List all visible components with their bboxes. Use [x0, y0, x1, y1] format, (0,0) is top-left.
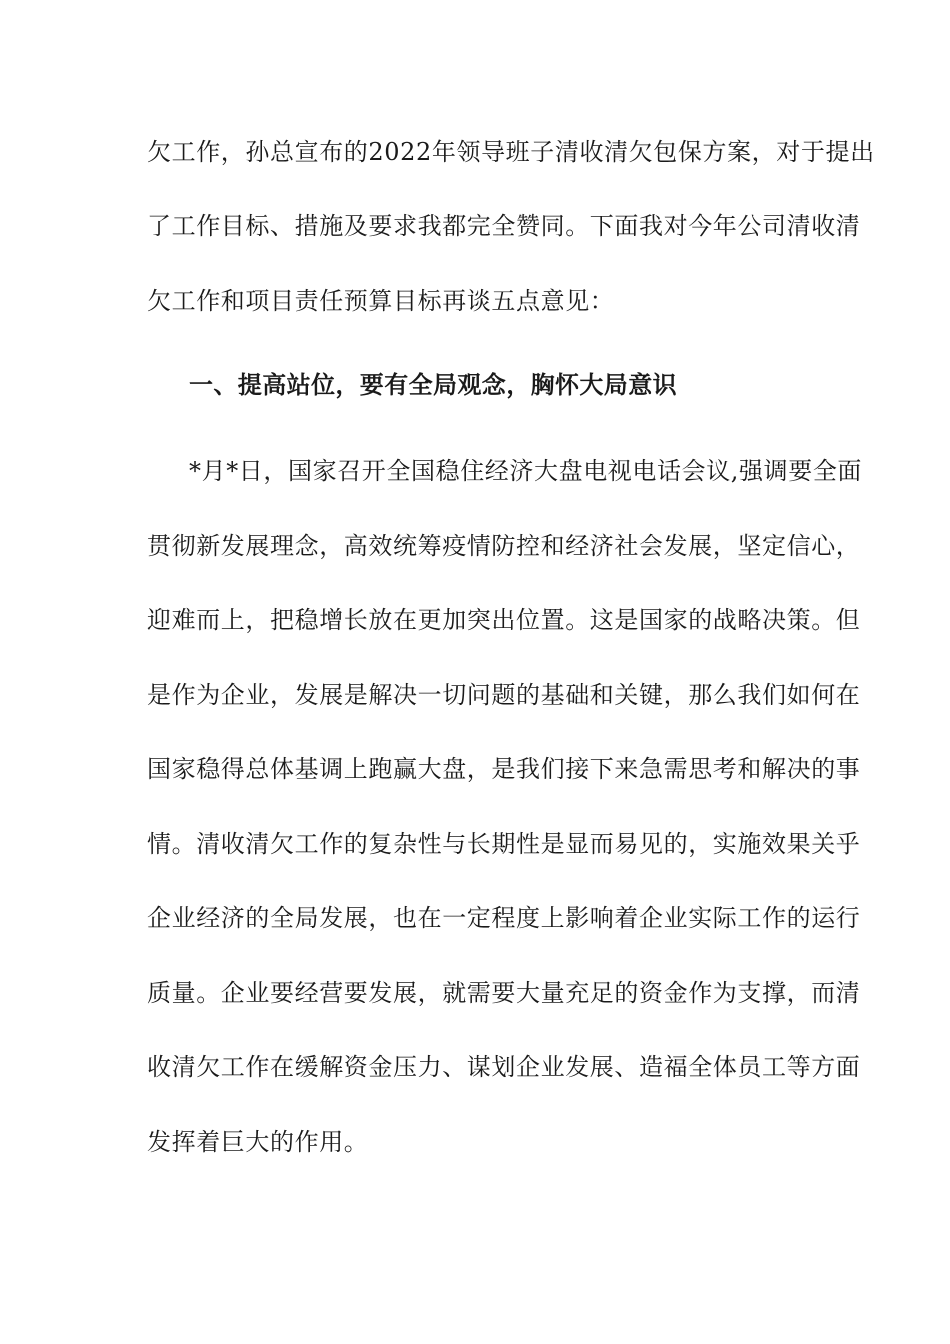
- body-line-5: 国家稳得总体基调上跑赢大盘，是我们接下来急需思考和解决的事: [147, 755, 861, 783]
- intro-line-1: 欠工作，孙总宣布的2022年领导班子清收清欠包保方案，对于提出: [147, 138, 875, 166]
- body-line-2: 贯彻新发展理念，高效统筹疫情防控和经济社会发展，坚定信心，: [147, 532, 861, 560]
- body-line-8: 质量。企业要经营要发展，就需要大量充足的资金作为支撑，而清: [147, 979, 861, 1007]
- intro-line-3: 欠工作和项目责任预算目标再谈五点意见：: [147, 287, 615, 315]
- body-line-6: 情。清收清欠工作的复杂性与长期性是显而易见的，实施效果关乎: [147, 830, 861, 858]
- intro-line-2: 了工作目标、措施及要求我都完全赞同。下面我对今年公司清收清: [147, 212, 861, 240]
- section-heading: 一、提高站位，要有全局观念，胸怀大局意识: [189, 370, 677, 399]
- body-line-1: *月*日，国家召开全国稳住经济大盘电视电话会议,强调要全面: [189, 457, 863, 485]
- body-line-4: 是作为企业，发展是解决一切问题的基础和关键，那么我们如何在: [147, 681, 861, 709]
- body-line-3: 迎难而上，把稳增长放在更加突出位置。这是国家的战略决策。但: [147, 606, 861, 634]
- body-line-7: 企业经济的全局发展，也在一定程度上影响着企业实际工作的运行: [147, 904, 861, 932]
- body-line-9: 收清欠工作在缓解资金压力、谋划企业发展、造福全体员工等方面: [147, 1053, 861, 1081]
- body-line-10: 发挥着巨大的作用。: [147, 1128, 369, 1156]
